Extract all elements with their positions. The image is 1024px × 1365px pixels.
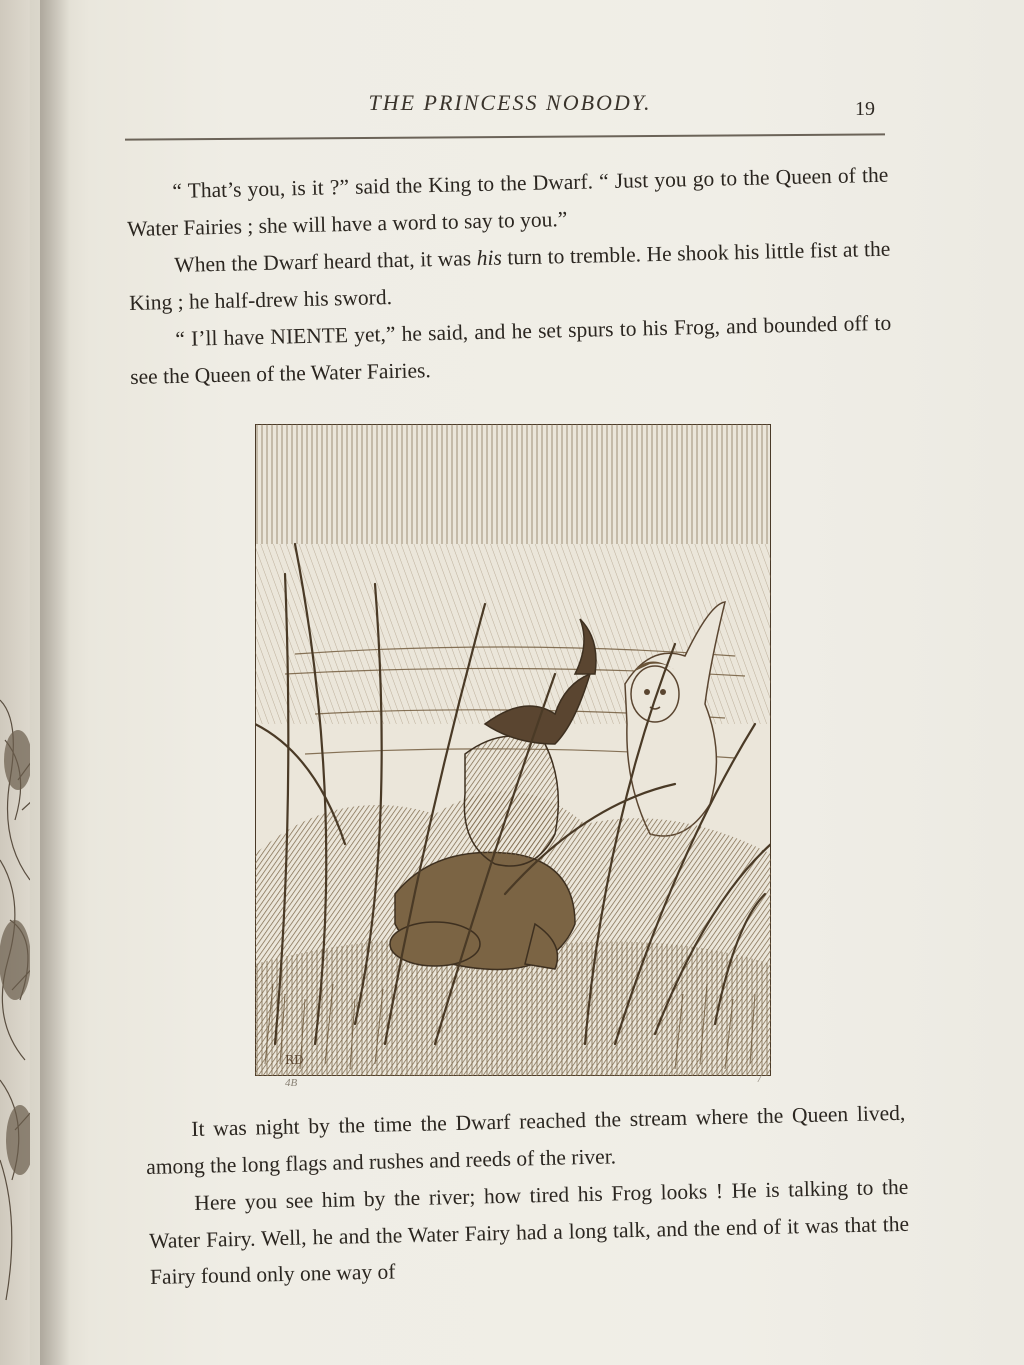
illustrator-monogram: RD <box>285 1053 304 1067</box>
engraver-mark-left: 4B <box>285 1077 298 1089</box>
running-head: THE PRINCESS NOBODY. <box>368 90 652 115</box>
paragraph-2-end: turn to tremble. He shook his little fist at the King ; he half-drew his sword. <box>128 236 891 315</box>
page-number: 19 <box>855 98 875 120</box>
paragraph-3: “ I’ll have NIENTE yet,” he said, and he set spurs to his Frog, and bounded off to see the Queen of the Water Fairies. <box>129 310 892 389</box>
gutter-shadow <box>40 0 70 1365</box>
dwarf-frog-fairy-engraving <box>255 424 771 1076</box>
engraving-illustration <box>255 424 771 1076</box>
paragraph-2-start: When the Dwarf heard that, it was <box>174 246 477 277</box>
paragraph-5: Here you see him by the river; how tired his Frog looks ! He is talking to the Water Fairy. Well, he and the Water Fairy had a long talk, and the end of it was that the Fairy found only one way of <box>148 1174 910 1289</box>
engraver-mark-right: / <box>758 1073 762 1085</box>
paragraph-2-emphasis: his <box>476 245 503 271</box>
paragraph-4: It was night by the time the Dwarf reached the stream where the Queen lived, among the long flags and rushes and reeds of the river. <box>145 1100 906 1179</box>
paragraph-1: “ That’s you, is it ?” said the King to the Dwarf. “ Just you go to the Queen of the Water Fairies ; she will have a word to say to you.” <box>126 162 889 241</box>
